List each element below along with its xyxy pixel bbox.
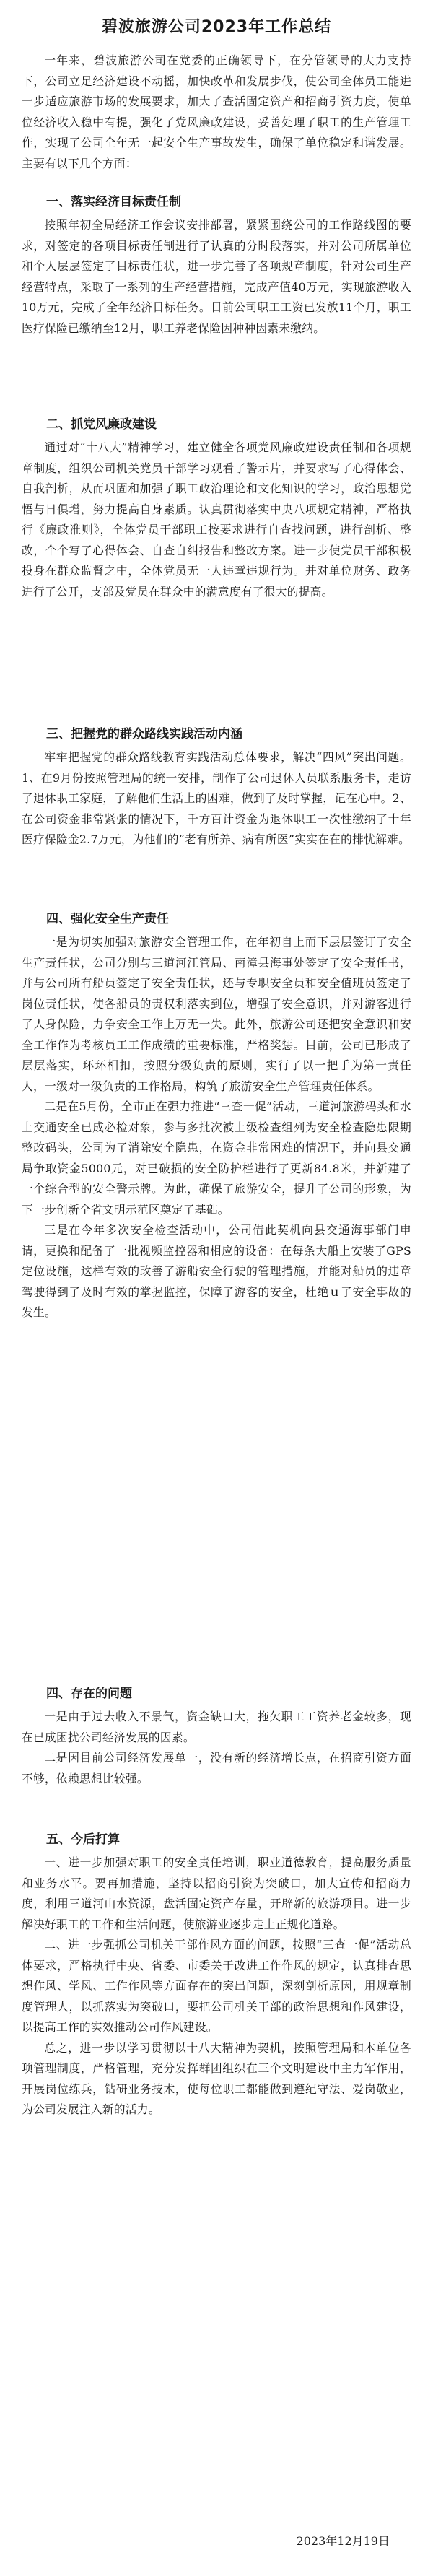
section-5-heading: 四、存在的问题 — [46, 1687, 132, 1701]
section-4-paragraph-1: 一是为切实加强对旅游安全管理工作，在年初自上而下层层签订了安全生产责任状，公司分别与三道河江管局、南漳县海事处签定了安全责任书，并与公司所有船员签定了安全责任状，还与专职安全员和安全值班员签定了岗位责任状，使各船员的责权利落实到位，增强了安全意识，并对游客进行了人身保险，力争安全工作上万无一失。此外，旅游公司还把安全意识和安全工作作为考核员工工作成绩的重要标准，严格奖惩。目前，公司已形成了层层落实，环环相扣，按照分级负责的原则，实行了以一把手为第一责任人，一级对一级负责的工作格局，构筑了旅游安全生产管理责任体系。 — [22, 935, 411, 1093]
section-5-body — [22, 1707, 411, 1789]
section-2-heading: 二、抓党风廉政建设 — [46, 417, 157, 432]
section-6-heading: 五、今后打算 — [46, 1832, 120, 1847]
document-title: 碧波旅游公司2023年工作总结 — [101, 18, 332, 36]
section-3-paragraph-1: 牢牢把握党的群众路线教育实践活动总体要求，解决“四风”突出问题。1、在9月份按照管理局的统一安排，制作了公司退休人员联系服务卡，走访了退休职工家庭，了解他们生活上的困难，做到了及时掌握，记在心中。2、在公司资金非常紧张的情况下，千方百计资金为退休职工一次性缴纳了十年医疗保险金2.7万元，为他们的“老有所养、病有所医”实实在在的排忧解难。 — [22, 750, 411, 846]
section-4-heading: 四、强化安全生产责任 — [46, 912, 169, 926]
section-6-body — [22, 1853, 411, 2120]
section-3-body — [22, 747, 411, 850]
intro-block — [22, 51, 411, 174]
document-date: 2023年12月19日 — [296, 2534, 390, 2548]
section-2-body — [22, 438, 411, 602]
section-4-paragraph-2: 二是在5月份，全市正在强力推进“三查一促”活动，三道河旅游码头和水上交通安全已成必检对象，参与多批次被上级检查组列为安全检查隐患限期整改码头，公司为了消除安全隐患，在资金非常困难的情况下，并向县交通局争取资金5000元，对已破损的安全防护栏进行了更新84.8米，并新建了一个综合型的安全警示牌。为此，确保了旅游安全，提升了公司的形象，为下一步创新全省文明示范区奠定了基础。 — [22, 1100, 411, 1217]
section-4-body — [22, 932, 411, 1323]
section-5-paragraph-1: 一是由于过去收入不景气，资金缺口大，拖欠职工工资养老金较多，现在已成困扰公司经济发展的因素。 — [22, 1710, 411, 1744]
section-1-body — [22, 215, 411, 339]
section-6-paragraph-1: 一、进一步加强对职工的安全责任培训，职业道德教育，提高服务质量和业务水平。要再加措施，坚持以招商引资为突破口，加大宣传和招商力度，利用三道河山水资源，盘活固定资产存量，开辟新的旅游项目。进一步解决好职工的工作和生活问题，使旅游业逐步走上正规化道路。 — [22, 1855, 411, 1931]
section-1-heading: 一、落实经济目标责任制 — [46, 195, 181, 209]
section-6-paragraph-2: 二、进一步强抓公司机关干部作风方面的问题，按照“三查一促”活动总体要求，严格执行中央、省委、市委关于改进工作作风的规定，认真排查思想作风、学风、工作作风等方面存在的突出问题，深刻剖析原因，用规章制度管理人，以抓落实为突破口，要把公司机关干部的政治思想和作风建设，以提高工作的实效推动公司作风建设。 — [22, 1938, 411, 2034]
section-1-paragraph-1: 按照年初全局经济工作会议安排部署，紧紧围绕公司的工作路线图的要求，对签定的各项目标责任制进行了认真的分时段落实，并对公司所属单位和个人层层签定了目标责任状，进一步完善了各项规章制度，针对公司生产经营特点，采取了一系列的生产经营措施，完成产值40万元，实现旅游收入10万元，完成了全年经济目标任务。目前公司职工工资已发放11个月，职工医疗保险已缴纳至12月，职工养老保险因种种因素未缴纳。 — [22, 218, 411, 335]
section-6-paragraph-3: 总之，进一步以学习贯彻以十八大精神为契机，按照管理局和本单位各项管理制度，严格管理，充分发挥群团组织在三个文明建设中主力军作用，开展岗位练兵，钻研业务技术，使每位职工都能做到遵纪守法、爱岗敬业，为公司发展注入新的活力。 — [22, 2040, 411, 2116]
section-3-heading: 三、把握党的群众路线实践活动内涵 — [46, 727, 242, 741]
intro-paragraph: 一年来，碧波旅游公司在党委的正确领导下，在分管领导的大力支持下，公司立足经济建设不动摇，加快改革和发展步伐，使公司全体员工能进一步适应旅游市场的发展要求，加大了查活固定资产和招商引资力度，使单位经济收入稳中有提，强化了党风廉政建设，妥善处理了职工的生产管理工作，实现了公司全年无一起安全生产事故发生，确保了单位稳定和谐发展。主要有以下几个方面： — [22, 53, 411, 170]
section-2-paragraph-1: 通过对“十八大”精神学习，建立健全各项党风廉政建设责任制和各项规章制度，组织公司机关党员干部学习观看了警示片，并要求写了心得体会、自我剖析，从而巩固和加强了职工政治理论和文化知识的学习，政治思想觉悟与日俱增，努力提高自身素质。认真贯彻落实中央八项规定精神，严格执行《廉政准则》，全体党员干部职工按要求进行自查找问题，进行剖析、整改，个个写了心得体会、自查自纠报告和整改方案。进一步使党员干部积极投身在群众监督之中，全体党员无一人违章违规行为。并对单位财务、政务进行了公开，支部及党员在群众中的满意度有了很大的提高。 — [22, 440, 411, 599]
section-4-paragraph-3: 三是在今年多次安全检查活动中，公司借此契机向县交通海事部门申请，更换和配备了一批视频监控器和相应的设备：在每条大船上安装了GPS定位设施，这样有效的改善了游船安全行驶的管理措施，并能对船员的违章驾驶得到了及时有效的掌握监控，保障了游客的安全，杜绝ｕ了安全事故的发生。 — [22, 1223, 411, 1319]
section-5-paragraph-2: 二是因目前公司经济发展单一，没有新的经济增长点，在招商引资方面不够，依赖思想比较强。 — [22, 1751, 411, 1785]
